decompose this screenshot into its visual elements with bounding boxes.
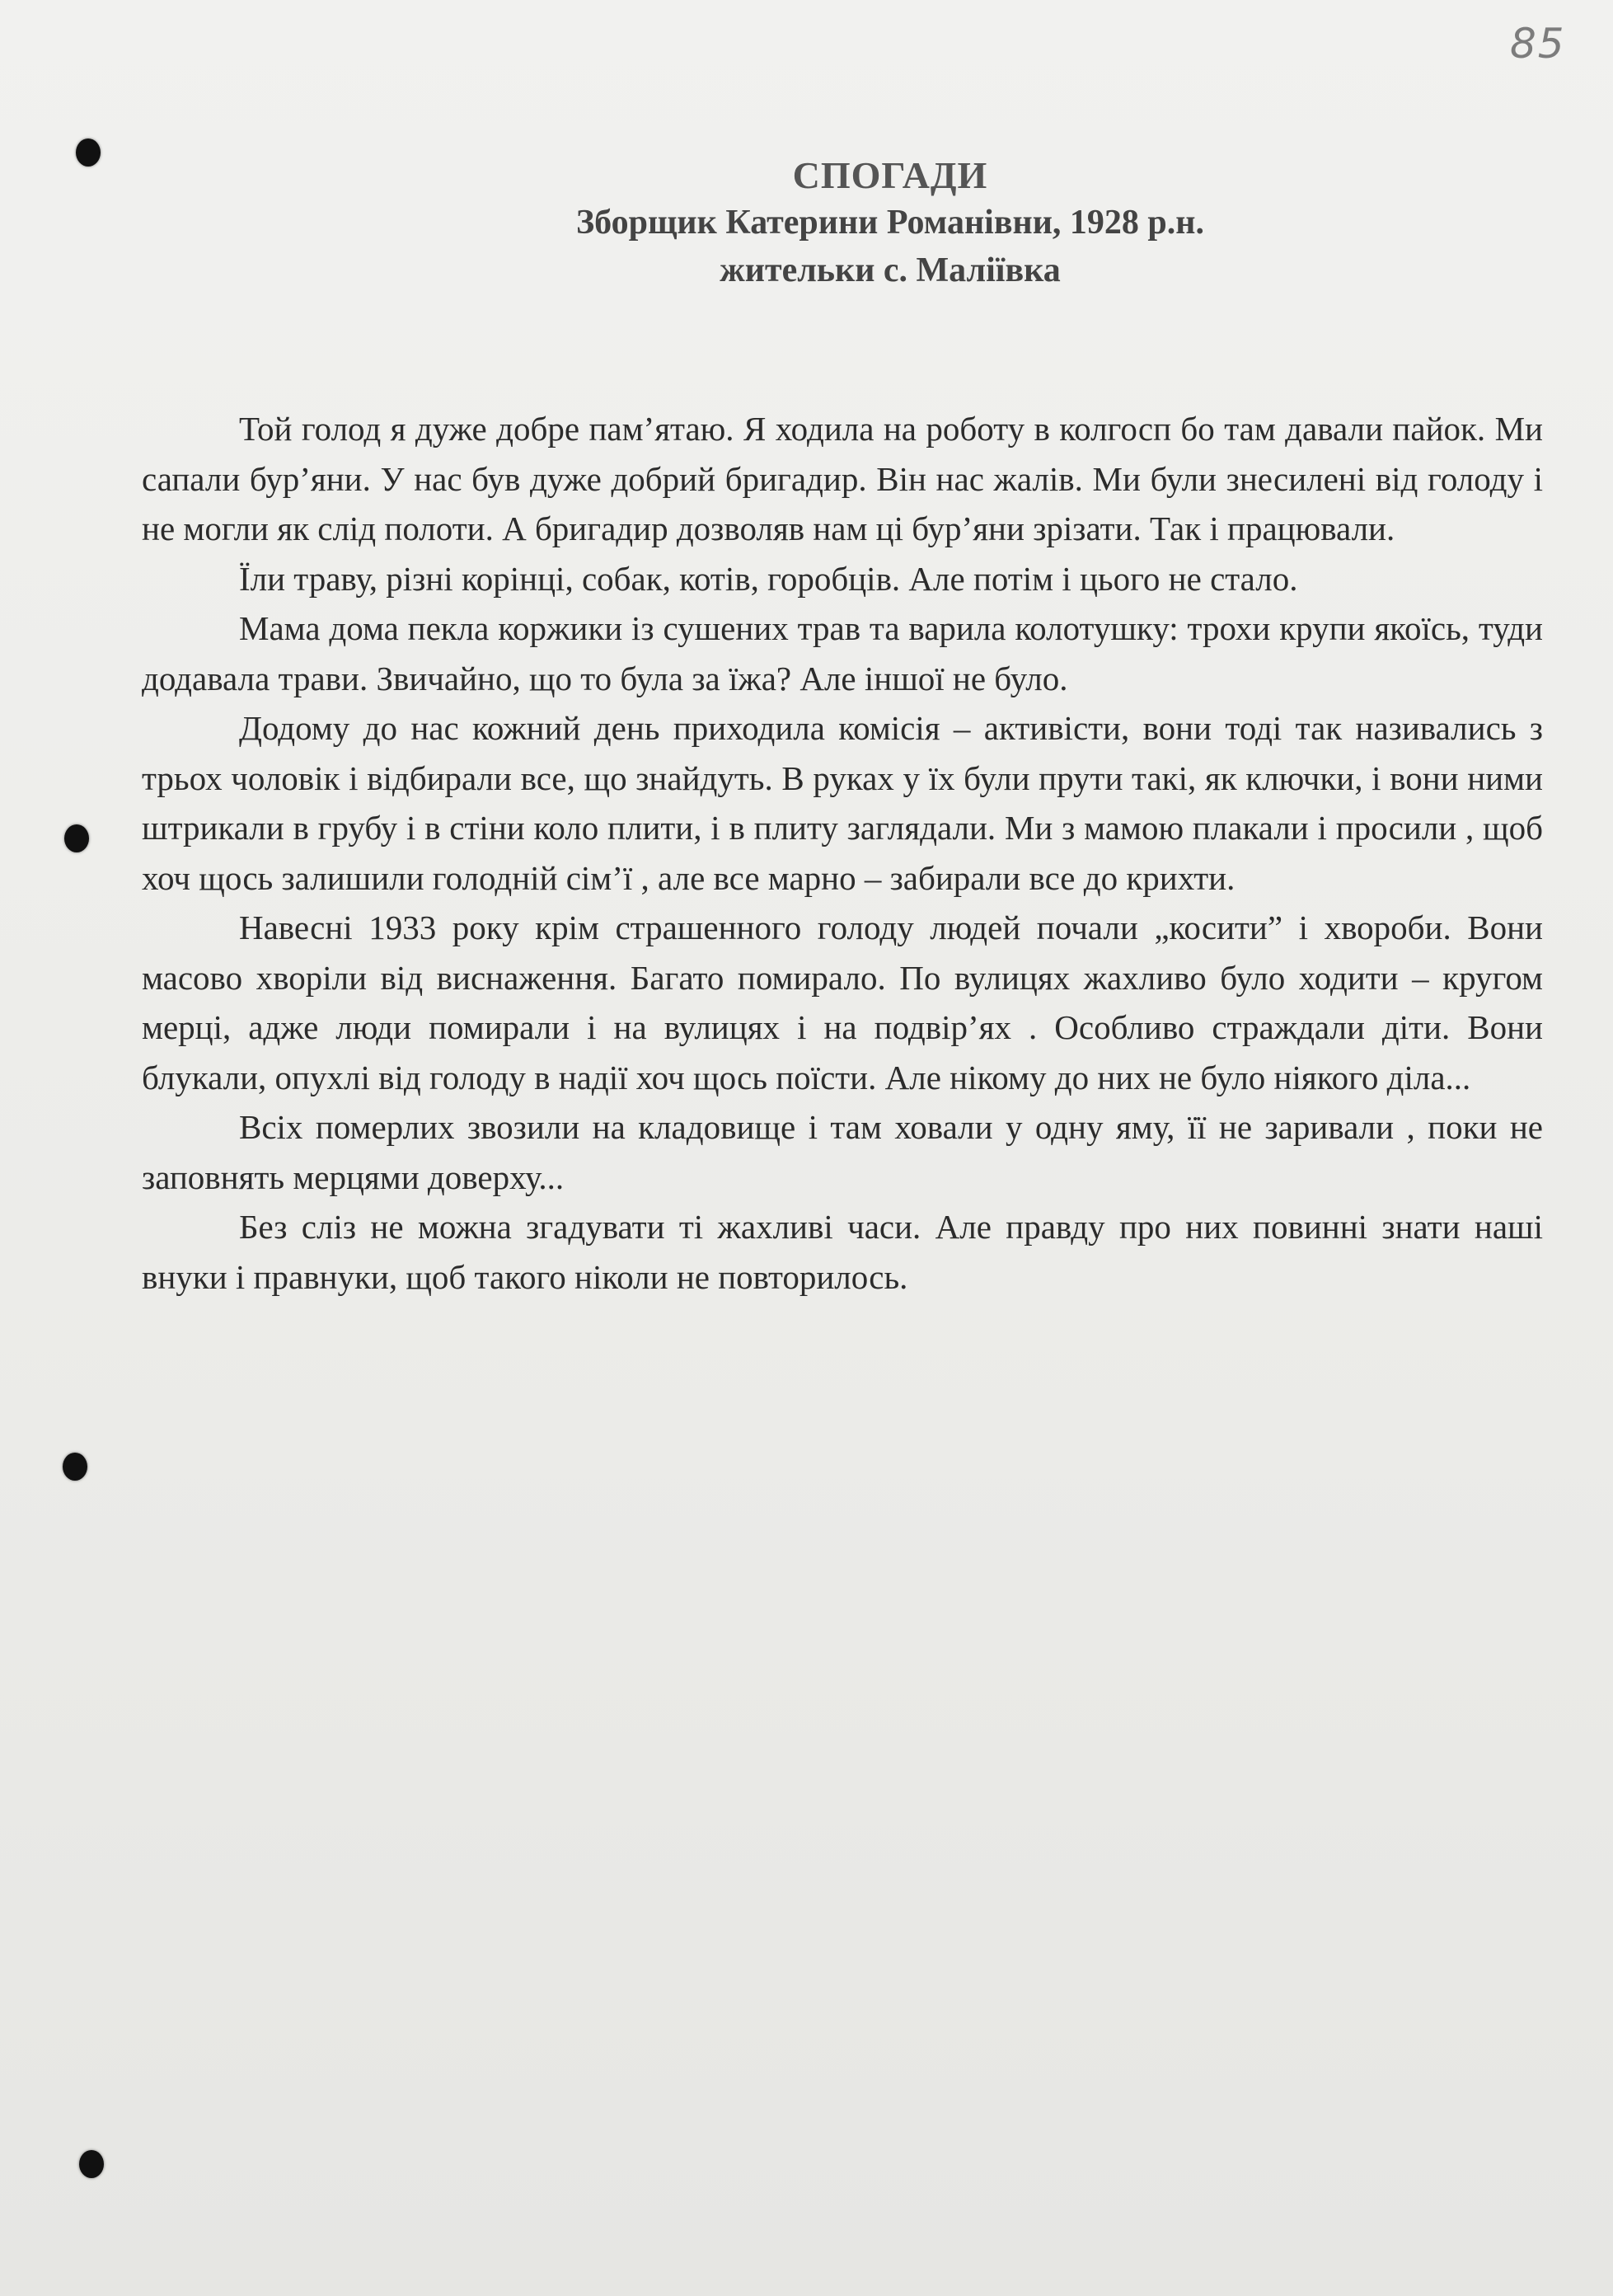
- paragraph-6: Всіх померлих звозили на кладовище і там ховали у одну яму, її не заривали , поки не заповнять мерцями доверху...: [142, 1108, 1543, 1196]
- document-subtitle-author: Зборщик Катерини Романівни, 1928 р.н.: [575, 204, 1204, 242]
- memoir-body: [142, 404, 1543, 1302]
- punch-hole-upper-middle: [64, 824, 89, 852]
- punch-hole-bottom: [79, 2150, 104, 2178]
- paragraph-3: Мама дома пекла коржики із сушених трав та варила колотушку: трохи крупи якоїсь, туди додавала трави. Звичайно, що то була за їжа? Але іншої не було.: [142, 609, 1543, 697]
- handwritten-page-number: 85: [1510, 20, 1566, 68]
- paragraph-2: Їли траву, різні корінці, собак, котів, горобців. Але потім і цього не стало.: [239, 559, 1298, 598]
- paragraph-5: Навесні 1933 року крім страшенного голоду людей почали „косити” і хвороби. Вони масово хворіли від виснаження. Багато помирало. По вулицях жахливо було ходити – кругом мерці, адже люди помирали і на вулицях і на подвір’ях . Особливо страждали діти. Вони блукали, опухлі від голоду в надії хоч щось поїсти. Але нікому до них не було ніякого діла...: [142, 909, 1543, 1096]
- title-block: [462, 153, 1319, 294]
- paragraph-7: Без сліз не можна згадувати ті жахливі часи. Але правду про них повинні знати наші внуки і правнуки, щоб такого ніколи не повторилось.: [142, 1208, 1543, 1296]
- punch-hole-top: [76, 139, 101, 167]
- document-subtitle-residence: жительки с. Маліївка: [720, 251, 1061, 289]
- punch-hole-lower-middle: [63, 1453, 87, 1481]
- paragraph-1: Той голод я дуже добре пам’ятаю. Я ходила на роботу в колгосп бо там давали пайок. Ми сапали бур’яни. У нас був дуже добрий бригадир. Він нас жалів. Ми були знесилені від голоду і не могли як слід полоти. А бригадир дозволяв нам ці бур’яни зрізати. Так і працювали.: [142, 410, 1543, 547]
- document-title: СПОГАДИ: [792, 154, 988, 196]
- paragraph-4: Додому до нас кожний день приходила комісія – активісти, вони тоді так називались з трьох чоловік і відбирали все, що знайдуть. В руках у їх були прути такі, як ключки, і вони ними штрикали в грубу і в стіни коло плити, і в плиту заглядали. Ми з мамою плакали і просили , щоб хоч щось залишили голодній сім’ї , але все марно – забирали все до крихти.: [142, 709, 1543, 897]
